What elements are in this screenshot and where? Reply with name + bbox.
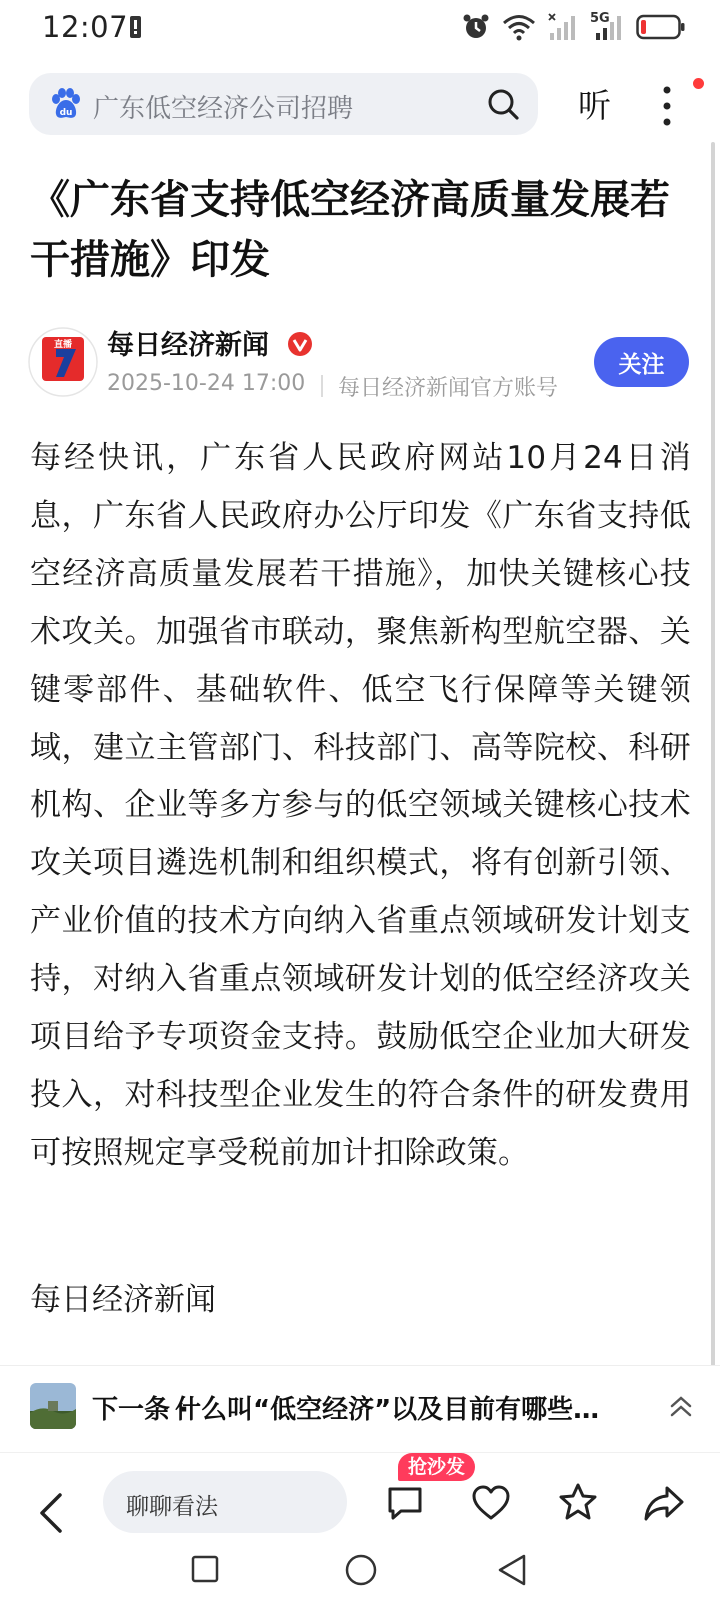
status-icons [462,12,686,42]
baidu-paw-icon [49,87,83,121]
next-article-thumbnail [30,1383,76,1429]
avatar-text: 直播 [53,340,73,350]
back-triangle-icon[interactable] [496,1553,528,1587]
author-name[interactable]: 每日经济新闻 [107,330,269,361]
listen-button[interactable]: 听 [578,86,611,125]
alarm-icon [462,13,490,41]
svg-text:du: du [59,108,73,118]
signal-5g [590,13,624,41]
recents-square-icon[interactable] [191,1555,219,1583]
status-bar [0,0,720,56]
article-title: 《广东省支持低空经济高质量发展若干措施》印发 [30,177,670,283]
search-input[interactable]: 广东低空经济公司招聘 [93,94,354,124]
next-article-title[interactable]: 什么叫“低空经济”以及目前有哪些… [175,1395,600,1425]
landscape-thumbnail-icon [30,1383,76,1429]
sofa-badge: 抢沙发 [398,1453,475,1481]
system-nav-bar [0,1552,720,1612]
notification-icon [129,15,142,39]
next-article-bar[interactable] [0,1365,720,1451]
article-source: 每日经济新闻 [30,1282,216,1318]
back-arrow-icon[interactable] [34,1491,70,1535]
star-icon[interactable] [558,1482,598,1522]
search-bar[interactable] [29,73,538,135]
share-arrow-icon[interactable] [643,1483,685,1523]
wifi-icon [502,13,536,41]
comment-placeholder: 聊聊看法 [126,1494,218,1520]
double-chevron-up-icon[interactable] [668,1394,694,1420]
network-label: 5G [590,11,610,26]
battery-icon [636,14,686,40]
verified-badge-icon [287,331,313,357]
next-label: 下一条 · [92,1395,189,1425]
account-type: 每日经济新闻官方账号 [338,376,559,401]
comment-icon[interactable] [385,1483,425,1523]
meta-divider [321,375,323,397]
scrollbar[interactable] [711,142,715,1387]
follow-button[interactable]: 关注 [594,337,689,387]
comment-input[interactable] [103,1471,347,1533]
notification-dot [693,78,704,89]
bottom-action-bar [0,1452,720,1553]
publish-date: 2025-10-24 17:00 [107,371,306,396]
more-vertical-icon[interactable] [660,82,674,130]
search-icon[interactable] [486,87,520,121]
article-body: 每经快讯，广东省人民政府网站10月24日消息，广东省人民政府办公厅印发《广东省支持低空经济高质量发展若干措施》，加快关键核心技术攻关。加强省市联动，聚焦新构型航空器、关键零部件、基础软件、低空飞行保障等关键领域，建立主管部门、科技部门、高等院校、科研机构、企业等多方参与的低空领域关键核心技术攻关项目遴选机制和组织模式，将有创新引领、产业价值的技术方向纳入省重点领域研发计划支持，对纳入省重点领域研发计划的低空经济攻关项目给予专项资金支持。鼓励低空企业加大研发投入，对科技型企业发生的符合条件的研发费用可按照规定享受税前加计扣除政策。 [30,440,691,1171]
author-avatar[interactable] [28,327,98,397]
heart-icon[interactable] [471,1484,511,1522]
nbd-logo [28,327,98,397]
home-circle-icon[interactable] [344,1553,378,1587]
signal-icon [548,13,578,41]
signal-5g-icon [590,13,624,41]
status-time: 12:07 [42,10,129,44]
